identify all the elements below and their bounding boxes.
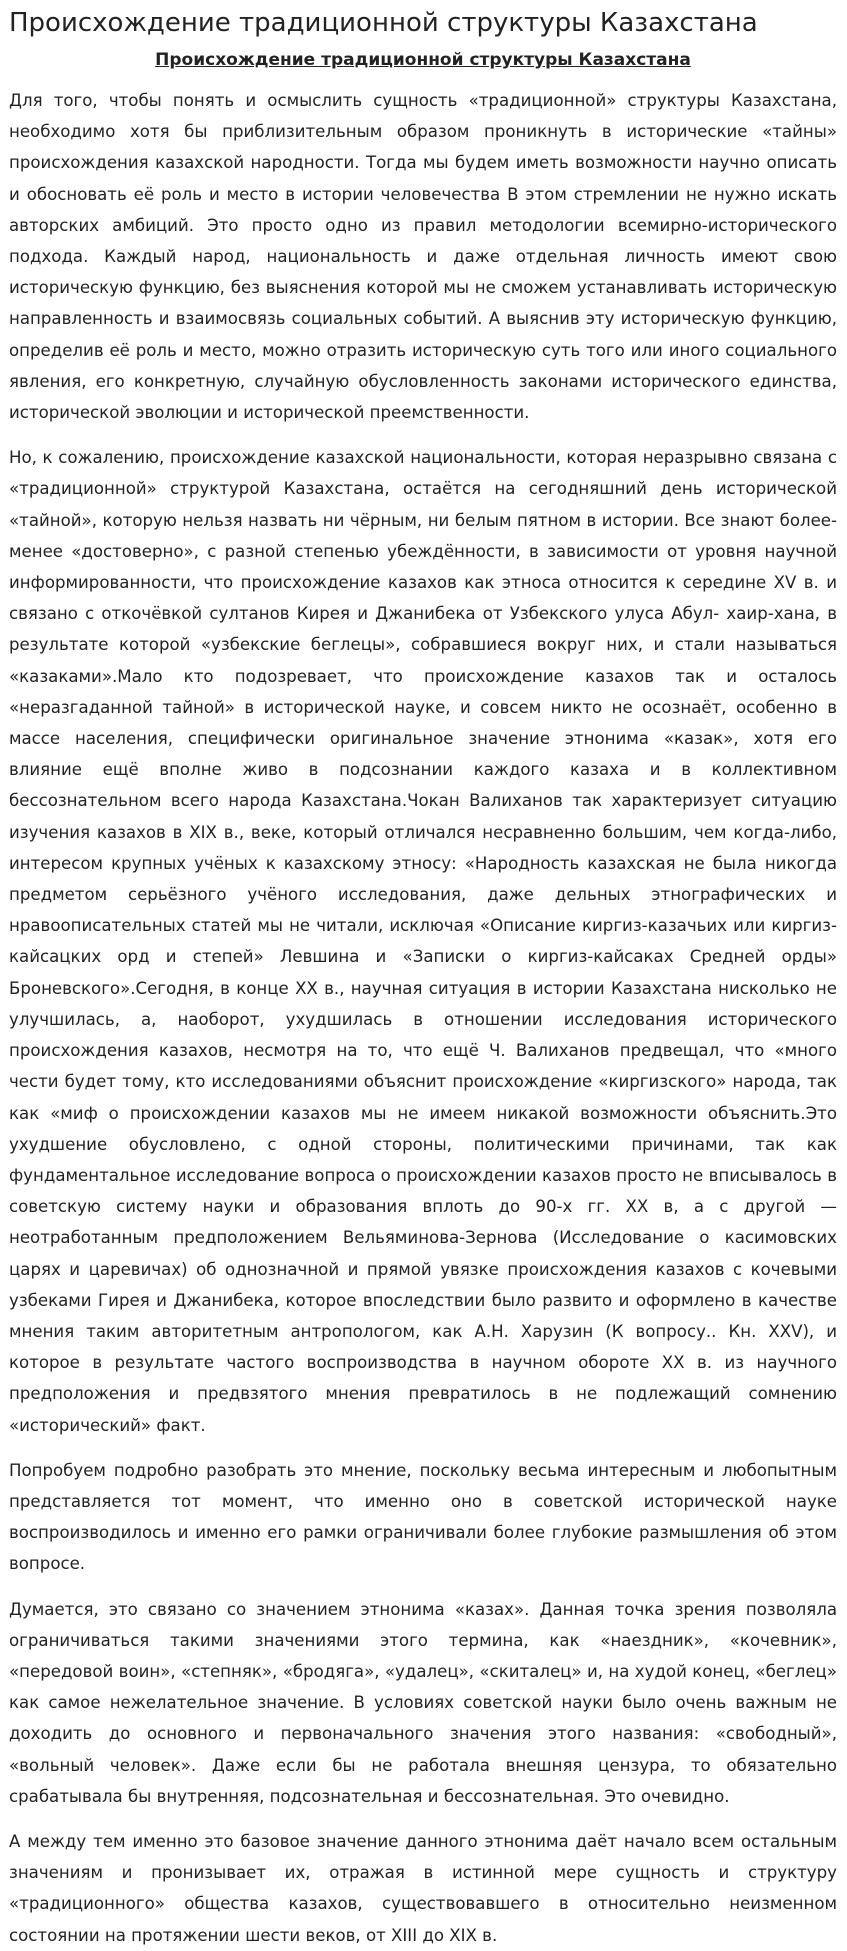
article-heading: Происхождение традиционной структуры Казахстана [155,50,691,70]
paragraph-2: Но, к сожалению, происхождение казахской национальности, которая неразрывно связана с «традиционной» структурой Казахстана, остаётся на сегодняшний день исторической «тайной», которую нельзя назвать ни чёрным, ни белым пятном в истории. Все знают более-менее «достоверно», с разной степенью убеждённости, в зависимости от уровня научной информированности, что происхождение казахов как этноса относится к середине XV в. и связано с откочёвкой султанов Кирея и Джанибека от Узбекского улуса Абул- хаир-хана, в результате которой «узбекские беглецы», собравшиеся вокруг них, и стали называться «казаками».Мало кто подозревает, что происхождение казахов так и осталось «неразгаданной тайной» в исторической науке, и совсем никто не осознаёт, особенно в массе населения, специфически оригинальное значение этнонима «казак», хотя его влияние ещё вполне живо в подсознании каждого казаха и в коллективном бессознательном всего народа Казахстана.Чокан Валиханов так характеризует ситуацию изучения казахов в XIX в., веке, который отличался несравненно большим, чем когда-либо, интересом крупных учёных к казахскому этносу: «Народность казахская не была никогда предметом серьёзного учёного исследования, даже дельных этнографических и нравоописательных статей мы не читали, исключая «Описание киргиз-казачьих или киргиз-кайсацких орд и степей» Левшина и «Записки о киргиз-кайсаках Средней орды» Броневского».Сегодня, в конце XX в., научная ситуация в истории Казахстана нисколько не улучшилась, а, наоборот, ухудшилась в отношении исследования исторического происхождения казахов, несмотря на то, что ещё Ч. Валиханов предвещал, что «много чести будет тому, кто исследованиями объяснит происхождение «киргизского» народа, так как «миф о происхождении казахов мы не имеем никакой возможности объяснить.Это ухудшение обусловлено, с одной стороны, политическими причинами, так как фундаментальное исследование вопроса о происхождении казахов просто не вписывалось в советскую систему науки и образования вплоть до 90-х гг. XX в, а с другой — неотработанным предположением Вельяминова-Зернова (Исследование о касимовских царях и царевичах) об однозначной и прямой увязке происхождения казахов с кочевыми узбеками Гирея и Джанибека, которое впоследствии было развито и оформлено в качестве мнения таким авторитетным антропологом, как А.Н. Харузин (К вопросу.. Кн. XXV), и которое в результате частого воспроизводства в научном обороте XX в. из научного предположения и предвзятого мнения превратилось в не подлежащий сомнению «исторический» факт. [9,448,837,1435]
paragraph-3: Попробуем подробно разобрать это мнение, поскольку весьма интересным и любопытным представляется тот момент, что именно оно в советской исторической науке воспроизводилось и именно его рамки ограничивали более глубокие размышления об этом вопросе. [9,1460,837,1574]
paragraph-4: Думается, это связано со значением этнонима «казах». Данная точка зрения позволяла ограничиваться такими значениями этого термина, как «наездник», «кочевник», «передовой воин», «степняк», «бродяга», «удалец», «скиталец» и, на худой конец, «беглец» как самое нежелательное значение. В условиях советской науки было очень важным не доходить до основного и первоначального значения этого названия: «свободный», «вольный человек». Даже если бы не работала внешняя цензура, то обязательно срабатывала бы внутренняя, подсознательная и бессознательная. Это очевидно. [9,1599,837,1806]
paragraph-5: А между тем именно это базовое значение данного этнонима даёт начало всем остальным значениям и пронизывает их, отражая в истинной мере сущность и структуру «традиционного» общества казахов, существовавшего в относительно неизменном состоянии на протяжении шести веков, от XIII до XIX в. [9,1831,837,1945]
paragraph-1: Для того, чтобы понять и осмыслить сущность «традиционной» структуры Казахстана, необходимо хотя бы приблизительным образом проникнуть в исторические «тайны» происхождения казахской народности. Тогда мы будем иметь возможности научно описать и обосновать её роль и место в истории человечества В этом стремлении не нужно искать авторских амбиций. Это просто одно из правил методологии всемирно-исторического подхода. Каждый народ, национальность и даже отдельная личность имеют свою историческую функцию, без выяснения которой мы не сможем устанавливать историческую направленность и взаимосвязь социальных событий. А выяснив эту историческую функцию, определив её роль и место, можно отразить историческую суть того или иного социального явления, его конкретную, случайную обусловленность законами исторического единства, исторической эволюции и исторической преемственности. [9,91,837,423]
page-title: Происхождение традиционной структуры Казахстана [9,8,758,38]
